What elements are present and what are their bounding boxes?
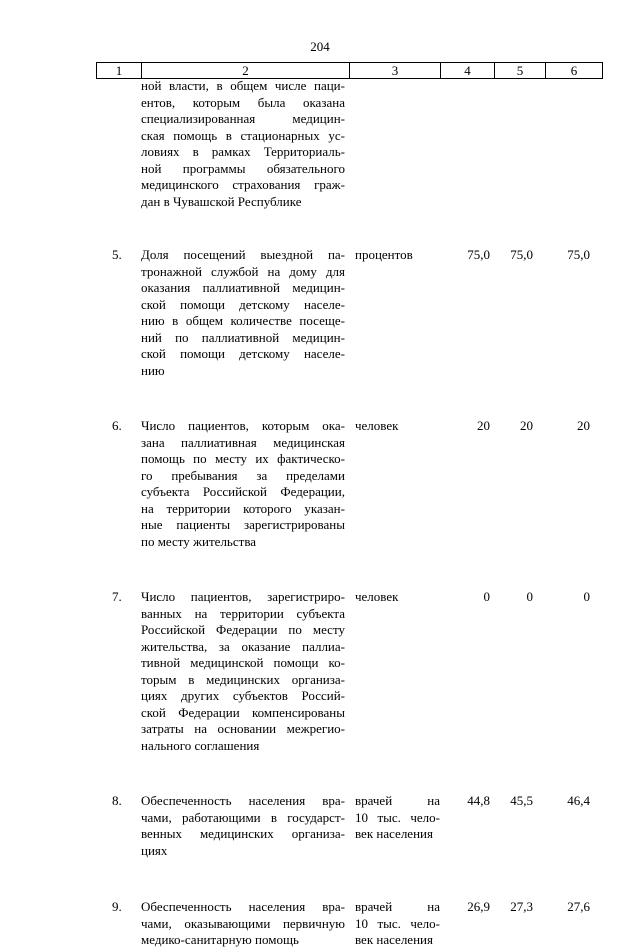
indicator-line: ной программы обязательного <box>141 160 345 176</box>
indicator-line: нального соглашения <box>141 737 260 753</box>
indicator-line: на территории которого указан- <box>141 500 345 516</box>
value-year-3: 75,0 <box>567 247 590 262</box>
column-header-5: 5 <box>495 63 546 79</box>
unit-of-measure <box>349 247 440 264</box>
indicator-line: чами, оказывающими первичную <box>141 915 345 931</box>
indicator-line: ской помощи детскому населе- <box>141 296 345 312</box>
value-year-3: 20 <box>577 418 590 433</box>
unit-line: век населения <box>355 826 433 841</box>
row-number: 7. <box>112 589 122 604</box>
value-year-2: 75,0 <box>510 247 533 262</box>
value-year-1: 44,8 <box>467 793 490 808</box>
value-year-1: 0 <box>483 589 490 604</box>
unit-line: человек <box>355 589 399 604</box>
indicator-name <box>141 247 349 379</box>
indicator-line: оказания паллиативной медицин- <box>141 280 345 295</box>
value-year-2: 0 <box>526 589 533 604</box>
indicator-line: чами, работающими в государст- <box>141 809 345 825</box>
row-number: 9. <box>112 899 122 914</box>
indicator-name <box>141 589 349 754</box>
table-header <box>96 62 603 79</box>
value-year-2: 45,5 <box>510 793 533 808</box>
indicator-line: го пребывания за пределами <box>141 467 345 483</box>
indicator-line: по месту жительства <box>141 533 257 549</box>
indicator-line: медицинского страхования граж- <box>141 177 345 192</box>
row-number: 6. <box>112 418 122 433</box>
indicator-line: тивной медицинской помощи ко- <box>141 655 345 670</box>
indicator-line: ентов, которым была оказана <box>141 94 345 110</box>
indicator-line: субъекта Российской Федерации, <box>141 484 345 499</box>
table-row <box>96 899 602 949</box>
row-number: 5. <box>112 247 122 262</box>
indicator-line: Обеспеченность населения вра- <box>141 899 345 914</box>
column-header-2: 2 <box>142 63 350 79</box>
indicator-line: специализированная медицин- <box>141 111 345 126</box>
indicator-line: ская помощь в стационарных ус- <box>141 127 345 143</box>
indicator-name <box>141 418 349 550</box>
value-year-1: 26,9 <box>467 899 490 914</box>
table-row <box>96 78 602 210</box>
page-number: 204 <box>310 39 330 54</box>
unit-line: век населения <box>355 932 433 947</box>
indicator-line: ской Федерации компенсированы <box>141 704 345 720</box>
indicator-line: Число пациентов, зарегистриро- <box>141 589 345 604</box>
indicator-name <box>141 793 349 859</box>
value-year-2: 27,3 <box>510 899 533 914</box>
unit-of-measure <box>349 899 440 949</box>
column-header-6: 6 <box>546 63 603 79</box>
indicator-line: ванных на территории субъекта <box>141 605 345 621</box>
indicator-line: затраты на основании межрегио- <box>141 721 345 736</box>
unit-line: врачей на <box>355 793 440 808</box>
indicator-line: нию <box>141 362 165 378</box>
unit-line: врачей на <box>355 899 440 914</box>
unit-of-measure <box>349 589 440 606</box>
value-year-3: 27,6 <box>567 899 590 914</box>
indicator-line: ные пациенты зарегистрированы <box>141 517 345 532</box>
indicator-line: ловиях в рамках Территориаль- <box>141 144 345 159</box>
unit-of-measure <box>349 793 440 843</box>
indicator-line: зана паллиативная медицинская <box>141 434 345 450</box>
indicator-line: нию в общем количестве посеще- <box>141 313 345 328</box>
column-header-1: 1 <box>97 63 142 79</box>
indicator-name <box>141 899 349 949</box>
indicator-line: помощь по месту их фактическо- <box>141 451 345 466</box>
indicator-line: жительства, за оказание паллиа- <box>141 638 345 654</box>
value-year-3: 46,4 <box>567 793 590 808</box>
indicator-line: торым в медицинских организа- <box>141 671 345 687</box>
indicator-line: венных медицинских организа- <box>141 826 345 841</box>
column-header-3: 3 <box>350 63 441 79</box>
unit-line: 10 тыс. чело- <box>355 915 440 931</box>
column-header-4: 4 <box>441 63 495 79</box>
value-year-2: 20 <box>520 418 533 433</box>
table-body <box>96 78 602 949</box>
indicator-line: ний по паллиативной медицин- <box>141 329 345 345</box>
table-row <box>96 418 602 550</box>
unit-line: процентов <box>355 247 413 262</box>
indicator-line: медико-санитарную помощь <box>141 932 299 947</box>
value-year-1: 20 <box>477 418 490 433</box>
indicator-line: Российской Федерации по месту <box>141 622 345 637</box>
indicator-line: циях других субъектов Россий- <box>141 688 345 703</box>
unit-line: 10 тыс. чело- <box>355 809 440 825</box>
table-row <box>96 589 602 754</box>
indicator-line: Доля посещений выездной па- <box>141 247 345 262</box>
indicator-line: Обеспеченность населения вра- <box>141 793 345 808</box>
row-number: 8. <box>112 793 122 808</box>
value-year-3: 0 <box>583 589 590 604</box>
unit-line: человек <box>355 418 399 433</box>
indicator-line: дан в Чувашской Республике <box>141 193 302 209</box>
table-row <box>96 247 602 379</box>
indicator-line: ской помощи детскому населе- <box>141 346 345 361</box>
indicator-name <box>141 78 349 210</box>
value-year-1: 75,0 <box>467 247 490 262</box>
indicator-line: Число пациентов, которым ока- <box>141 418 345 433</box>
unit-of-measure <box>349 418 440 435</box>
table-row <box>96 793 602 859</box>
indicator-line: циях <box>141 842 168 858</box>
indicator-line: тронажной службой на дому для <box>141 263 345 279</box>
indicator-line: ной власти, в общем числе паци- <box>141 78 345 93</box>
